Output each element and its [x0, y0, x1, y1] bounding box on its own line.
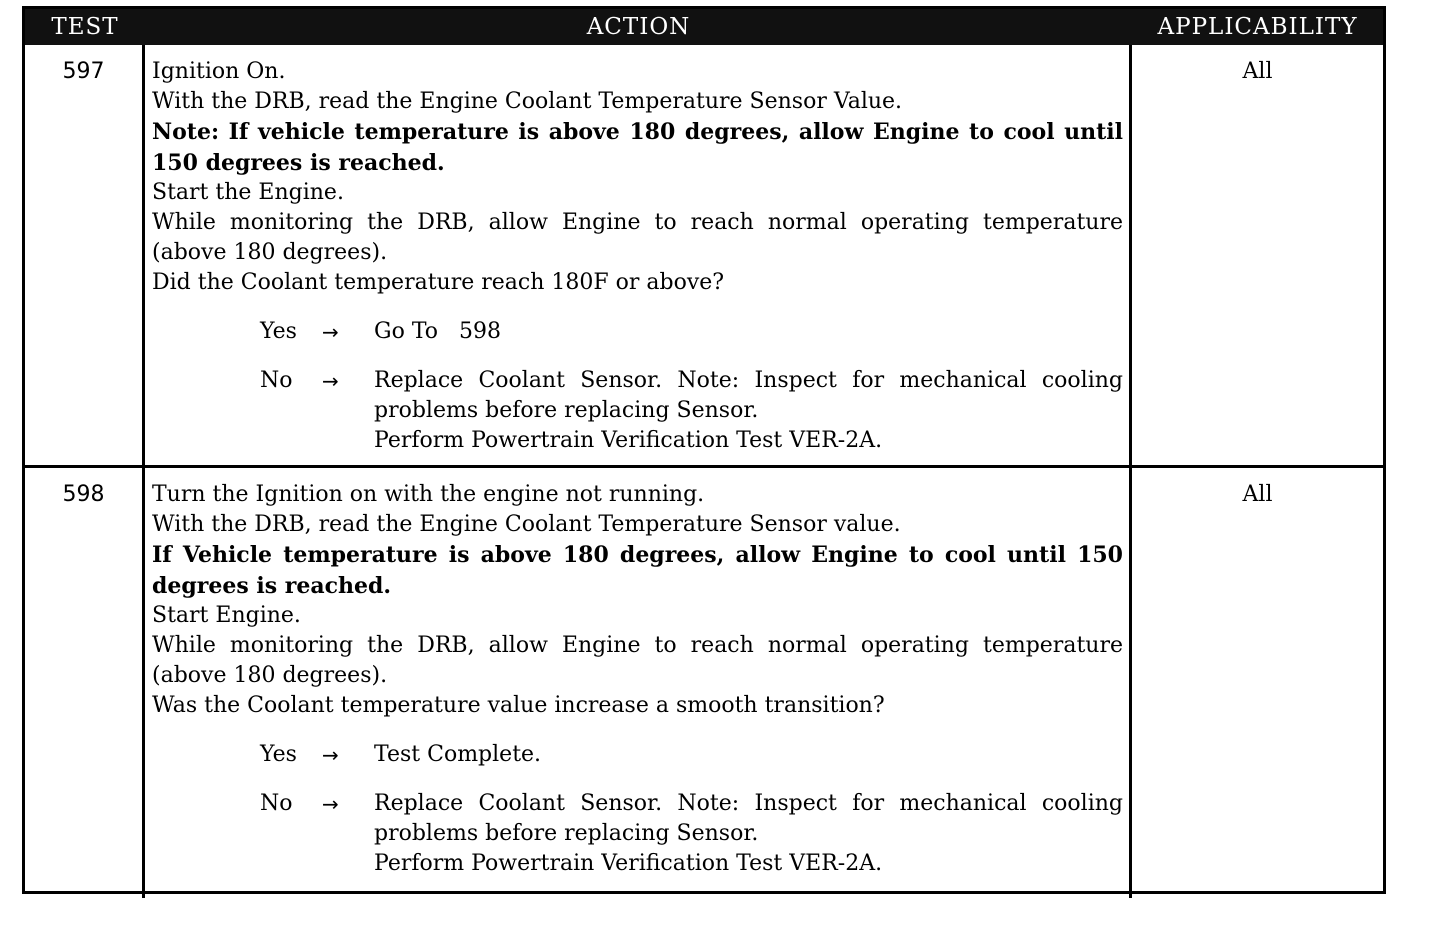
arrow-right-icon: → [322, 742, 339, 767]
action-line: Turn the Ignition on with the engine not running. [152, 482, 705, 507]
diagnostic-table [22, 6, 1386, 894]
table-header [25, 9, 1383, 45]
action-note: If Vehicle temperature is above 180 degrees, allow Engine to cool until 150 degrees is reached. [152, 542, 1123, 599]
action-cell [145, 45, 1132, 465]
action-line: Start Engine. [152, 602, 301, 628]
test-number: 597 [25, 45, 145, 465]
answer-text [374, 317, 1123, 347]
applicability-value: All [1242, 482, 1273, 507]
action-line: While monitoring the DRB, allow Engine to reach normal operating temperature (above 180 degrees). [152, 633, 1123, 689]
action-line: Ignition On. [152, 59, 286, 84]
answer-line: Perform Powertrain Verification Test VER-2A. [374, 428, 883, 454]
answer-text [374, 740, 1123, 770]
answer-label: No [260, 790, 293, 816]
answer-text [374, 789, 1123, 880]
answers [260, 317, 1123, 457]
answer-line: Perform Powertrain Verification Test VER-2A. [374, 851, 883, 877]
answer-yes [260, 740, 1123, 770]
answer-no [260, 366, 1123, 457]
header-applicability: APPLICABILITY [1157, 14, 1358, 40]
answer-label: Yes [260, 318, 297, 344]
action-cell [145, 468, 1132, 898]
table-row [25, 468, 1383, 898]
arrow-right-icon: → [322, 368, 339, 393]
answer-line: Replace Coolant Sensor. Note: Inspect for mechanical cooling problems before replacing Sensor. [374, 790, 1123, 847]
action-question: Did the Coolant temperature reach 180F or above? [152, 270, 725, 296]
action-note: Note: If vehicle temperature is above 180 degrees, allow Engine to cool until 150 degrees is reached. [152, 119, 1123, 176]
header-action: ACTION [586, 14, 691, 40]
answer-text [374, 366, 1123, 457]
arrow-right-icon: → [322, 791, 339, 816]
action-line: While monitoring the DRB, allow Engine to reach normal operating temperature (above 180 degrees). [152, 210, 1123, 266]
answer-yes [260, 317, 1123, 347]
arrow-right-icon: → [322, 319, 339, 344]
answer-line: Replace Coolant Sensor. Note: Inspect for mechanical cooling problems before replacing Sensor. [374, 367, 1123, 424]
answer-line: Go To 598 [374, 318, 501, 344]
answer-label: No [260, 367, 293, 393]
action-line: Start the Engine. [152, 179, 344, 205]
action-question: Was the Coolant temperature value increase a smooth transition? [152, 693, 885, 719]
action-line: With the DRB, read the Engine Coolant Temperature Sensor value. [152, 512, 901, 538]
answer-label: Yes [260, 741, 297, 767]
header-test: TEST [51, 14, 119, 40]
test-number: 598 [25, 468, 145, 898]
answer-line: Test Complete. [374, 741, 542, 767]
applicability-value: All [1242, 59, 1273, 84]
answer-no [260, 789, 1123, 880]
action-line: With the DRB, read the Engine Coolant Temperature Sensor Value. [152, 89, 903, 115]
answers [260, 740, 1123, 880]
table-row [25, 45, 1383, 468]
